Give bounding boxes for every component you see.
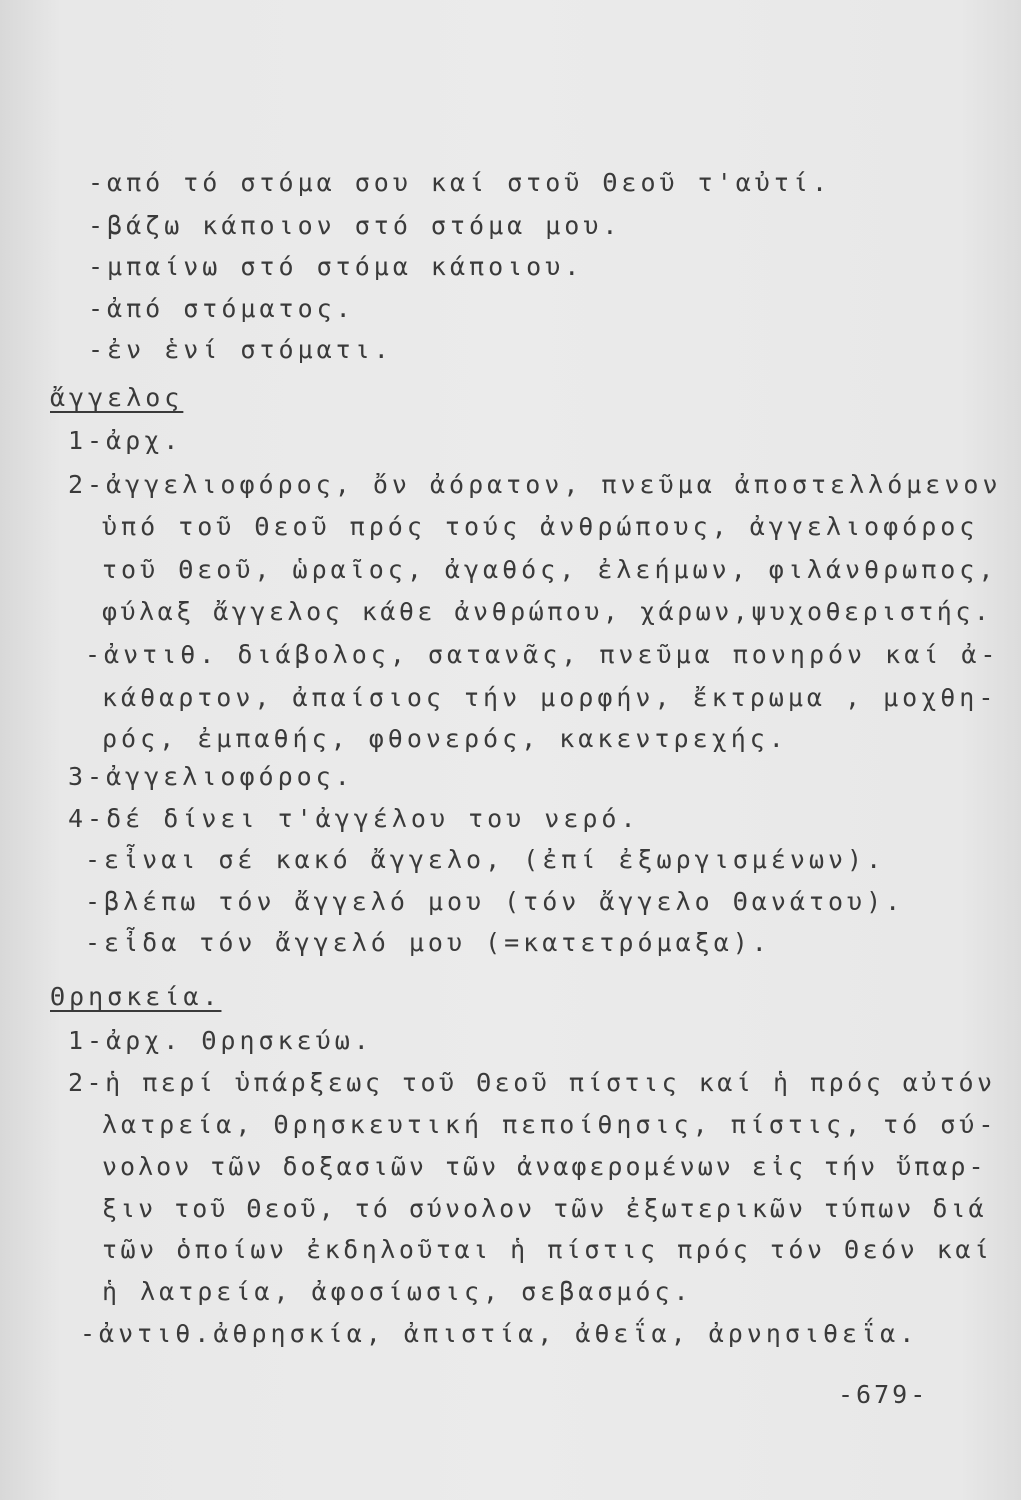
text-line: -ἀντιθ. διάβολος, σατανᾶς, πνεῦμα πονηρόν καί ἀ- — [85, 640, 1000, 669]
text-line: 2-ἀγγελιοφόρος, ὄν ἀόρατον, πνεῦμα ἀποστελλόμενον — [68, 470, 1002, 499]
text-line: -από τό στόμα σου καί στοῦ Θεοῦ τ'αὐτί. — [88, 168, 831, 197]
text-line: -ἀπό στόματος. — [88, 294, 355, 323]
entry-heading-angelos: ἄγγελος — [50, 383, 184, 412]
page-number: -679- — [838, 1380, 929, 1409]
text-line: 1-ἀρχ. Θρησκεύω. — [68, 1026, 373, 1055]
text-line: φύλαξ ἄγγελος κάθε ἀνθρώπου, χάρων,ψυχοθεριστής. — [102, 597, 993, 626]
text-line: 2-ἡ περί ὑπάρξεως τοῦ Θεοῦ πίστις καί ἡ πρός αὐτόν — [68, 1068, 996, 1097]
text-line: -ἀντιθ.ἀθρησκία, ἀπιστία, ἀθεΐα, ἀρνησιθεΐα. — [80, 1319, 919, 1348]
text-line: λατρεία, Θρησκευτική πεποίθησις, πίστις, τό σύ- — [102, 1110, 998, 1139]
text-line: ξιν τοῦ Θεοῦ, τό σύνολον τῶν ἐξωτερικῶν τύπων διά — [102, 1194, 987, 1223]
text-line: 1-ἀρχ. — [68, 426, 183, 455]
text-line: κάθαρτον, ἀπαίσιος τήν μορφήν, ἔκτρωμα , μοχθη- — [102, 683, 998, 712]
text-line: ἡ λατρεία, ἀφοσίωσις, σεβασμός. — [102, 1277, 693, 1306]
text-line: 3-ἀγγελιοφόρος. — [68, 762, 354, 791]
text-line: -βάζω κάποιον στό στόμα μου. — [88, 211, 622, 240]
text-line: -εἶναι σέ κακό ἄγγελο, (ἐπί ἐξωργισμένων). — [85, 845, 886, 874]
text-line: ρός, ἐμπαθής, φθονερός, κακεντρεχής. — [102, 724, 788, 753]
text-line: -βλέπω τόν ἄγγελό μου (τόν ἄγγελο Θανάτου). — [85, 887, 905, 916]
text-line: τῶν ὁποίων ἐκδηλοῦται ἡ πίστις πρός τόν Θεόν καί — [102, 1235, 993, 1264]
text-line: τοῦ Θεοῦ, ὡραῖος, ἀγαθός, ἐλεήμων, φιλάνθρωπος, — [102, 555, 998, 584]
text-line: 4-δέ δίνει τ'ἀγγέλου του νερό. — [68, 804, 640, 833]
entry-heading-threskeia: Θρησκεία. — [50, 982, 222, 1011]
text-line: ὑπό τοῦ Θεοῦ πρός τούς ἀνθρώπους, ἀγγελιοφόρος — [102, 512, 979, 541]
text-line: -μπαίνω στό στόμα κάποιου. — [88, 252, 584, 281]
text-line: νολον τῶν δοξασιῶν τῶν ἀναφερομένων εἰς τήν ὕπαρ- — [102, 1152, 987, 1181]
text-line: -ἐν ἑνί στόματι. — [88, 335, 393, 364]
text-line: -εἶδα τόν ἄγγελό μου (=κατετρόμαξα). — [85, 928, 771, 957]
